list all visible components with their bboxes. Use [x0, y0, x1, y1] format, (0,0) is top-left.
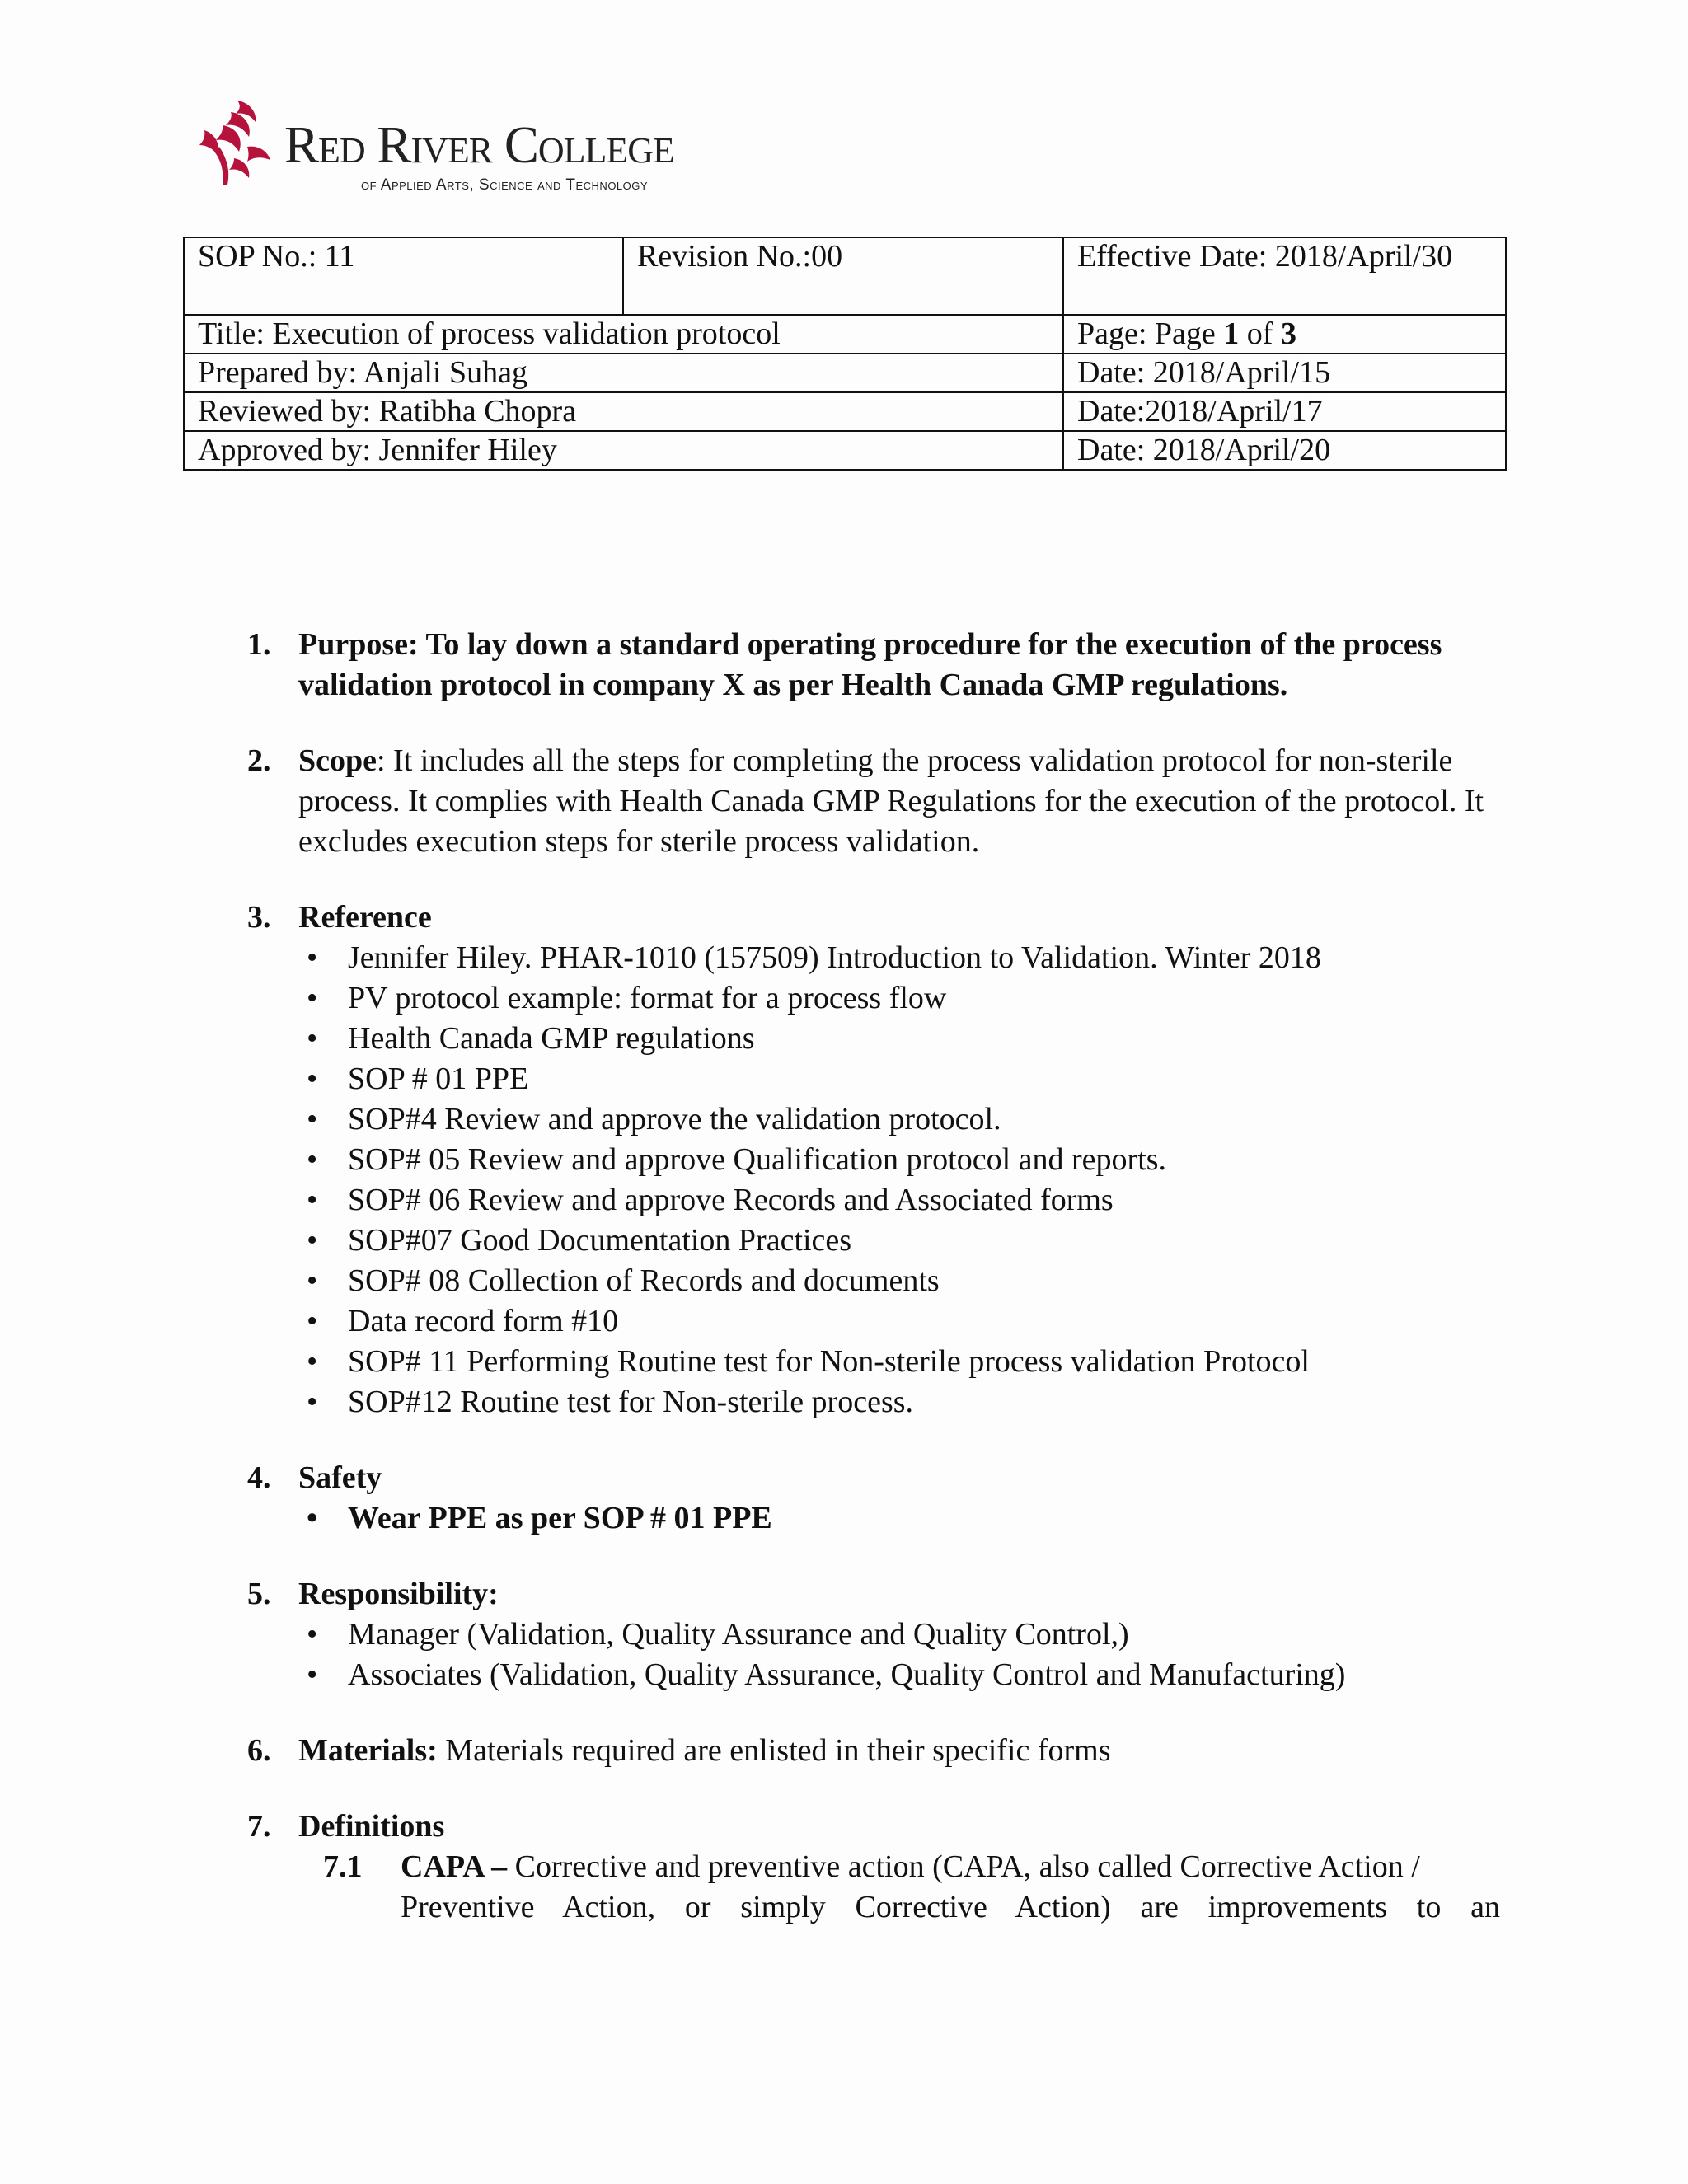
section-number: 5. [247, 1577, 271, 1611]
definitions-title: Definitions [298, 1809, 445, 1844]
page-current: 1 [1223, 316, 1240, 351]
purpose-text: Purpose: To lay down a standard operating procedure for the execution of the process validation protocol in company X as per Health Canada GMP regulations. [298, 627, 1442, 702]
scope-label: Scope [298, 743, 377, 778]
section-responsibility [247, 1574, 1500, 1695]
approved-by-cell: Approved by: Jennifer Hiley [184, 431, 1063, 470]
responsibility-list [298, 1615, 1500, 1695]
header-row-1 [184, 237, 1506, 315]
section-scope [247, 741, 1500, 862]
section-number: 7. [247, 1809, 271, 1844]
header-row-title [184, 315, 1506, 354]
list-item: • Associates (Validation, Quality Assurance, Quality Control and Manufacturing) [298, 1655, 1500, 1695]
list-item: • Wear PPE as per SOP # 01 PPE [298, 1498, 1500, 1539]
list-item: • SOP#07 Good Documentation Practices [298, 1221, 1500, 1261]
approved-date-cell: Date: 2018/April/20 [1063, 431, 1506, 470]
section-number: 6. [247, 1733, 271, 1768]
effective-date-cell: Effective Date: 2018/April/30 [1063, 237, 1506, 315]
materials-label: Materials: [298, 1733, 438, 1768]
section-number: 3. [247, 900, 271, 935]
list-item: • SOP# 11 Performing Routine test for Non-sterile process validation Protocol [298, 1342, 1500, 1382]
definition-number: 7.1 [323, 1849, 363, 1884]
section-number: 2. [247, 743, 271, 778]
page-total: 3 [1280, 316, 1296, 351]
list-item: • SOP# 06 Review and approve Records and Associated forms [298, 1180, 1500, 1221]
college-logo [198, 97, 791, 204]
prepared-by-cell: Prepared by: Anjali Suhag [184, 354, 1063, 392]
definition-capa [298, 1847, 1500, 1928]
reference-list [298, 938, 1500, 1422]
header-row-approved [184, 431, 1506, 470]
list-item: • SOP#4 Review and approve the validation protocol. [298, 1099, 1500, 1140]
definition-term: CAPA – [401, 1849, 508, 1884]
list-item: • PV protocol example: format for a process flow [298, 978, 1500, 1019]
section-number: 4. [247, 1460, 271, 1495]
list-item: • Health Canada GMP regulations [298, 1019, 1500, 1059]
materials-text: Materials required are enlisted in their specific forms [437, 1733, 1111, 1768]
sop-number-cell: SOP No.: 11 [184, 237, 623, 315]
reference-title: Reference [298, 900, 432, 935]
sop-body [247, 625, 1500, 1963]
list-item: • Manager (Validation, Quality Assurance and Quality Control,) [298, 1615, 1500, 1655]
section-number: 1. [247, 627, 271, 662]
section-purpose [247, 625, 1500, 705]
safety-title: Safety [298, 1460, 382, 1495]
section-reference [247, 898, 1500, 1422]
reviewed-date-cell: Date:2018/April/17 [1063, 392, 1506, 431]
list-item: • SOP#12 Routine test for Non-sterile process. [298, 1382, 1500, 1422]
section-materials [247, 1731, 1500, 1771]
revision-number-cell: Revision No.:00 [623, 237, 1063, 315]
page-cell [1063, 315, 1506, 354]
list-item: • SOP # 01 PPE [298, 1059, 1500, 1099]
section-safety [247, 1458, 1500, 1539]
college-subtitle: of Applied Arts, Science and Technology [361, 176, 649, 194]
safety-list [298, 1498, 1500, 1539]
title-cell: Title: Execution of process validation protocol [184, 315, 1063, 354]
page-of: of [1239, 316, 1281, 351]
definition-line-1: Corrective and preventive action (CAPA, also called Corrective Action / [507, 1849, 1420, 1884]
definition-line-2: Preventive Action, or simply Corrective Action) are improvements to an [401, 1890, 1500, 1924]
reviewed-by-cell: Reviewed by: Ratibha Chopra [184, 392, 1063, 431]
header-row-prepared [184, 354, 1506, 392]
page-prefix: Page: Page [1077, 316, 1224, 351]
responsibility-title: Responsibility: [298, 1577, 499, 1611]
list-item: • Data record form #10 [298, 1301, 1500, 1342]
scope-text: : It includes all the steps for completing the process validation protocol for non-sterile process. It complies with Health Canada GMP Regulations for the execution of the protocol. It excludes execution steps for sterile process validation. [298, 743, 1484, 859]
list-item: • Jennifer Hiley. PHAR-1010 (157509) Introduction to Validation. Winter 2018 [298, 938, 1500, 978]
section-definitions [247, 1807, 1500, 1928]
prepared-date-cell: Date: 2018/April/15 [1063, 354, 1506, 392]
sop-header-table [183, 237, 1507, 471]
college-name: Red River College [284, 116, 674, 174]
header-row-reviewed [184, 392, 1506, 431]
red-river-leaf-icon [198, 97, 274, 188]
list-item: • SOP# 08 Collection of Records and documents [298, 1261, 1500, 1301]
list-item: • SOP# 05 Review and approve Qualification protocol and reports. [298, 1140, 1500, 1180]
